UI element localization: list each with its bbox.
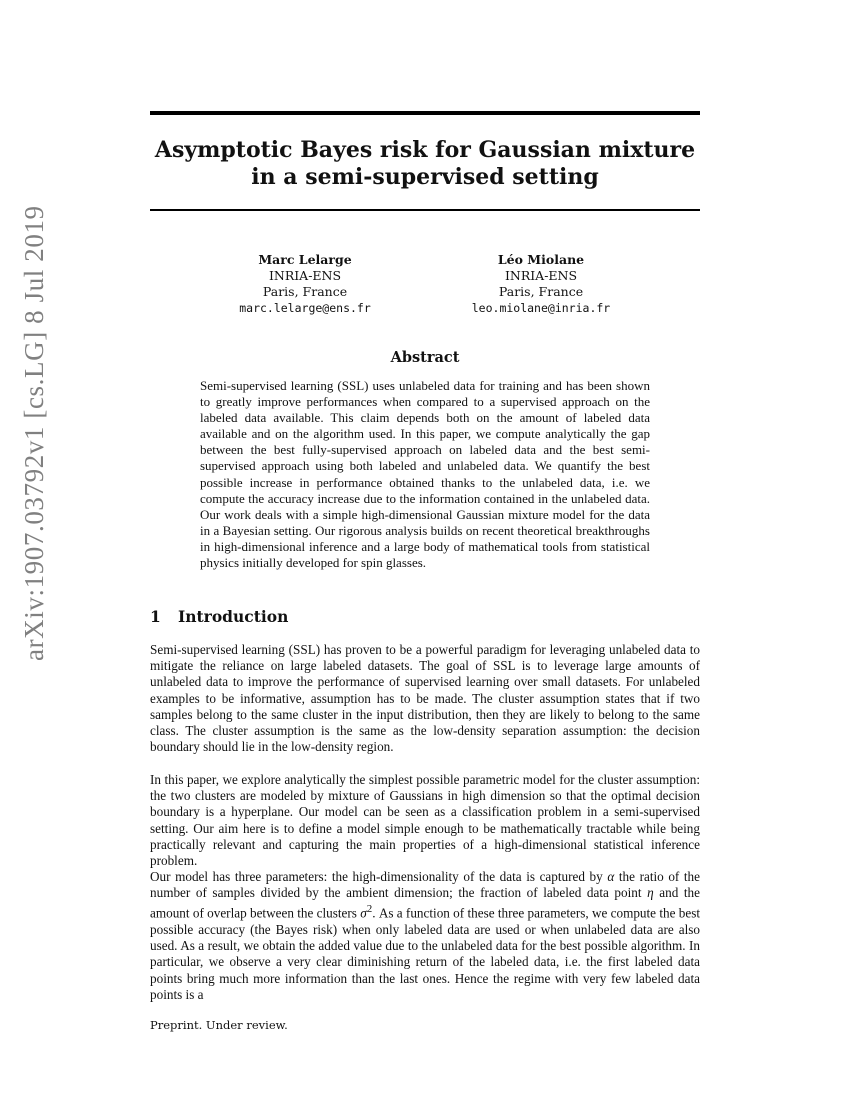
paragraph-text: and the amount of overlap between the clusters bbox=[150, 885, 700, 921]
paper-title: Asymptotic Bayes risk for Gaussian mixture in a semi-supervised setting bbox=[154, 137, 696, 190]
sigma-exponent: 2 bbox=[366, 903, 373, 916]
preprint-note: Preprint. Under review. bbox=[150, 1018, 288, 1032]
author-block-1 bbox=[195, 252, 415, 316]
alpha-symbol: α bbox=[607, 869, 615, 884]
author-affiliation: INRIA-ENS bbox=[268, 268, 342, 283]
intro-paragraph-2: In this paper, we explore analytically the simplest possible parametric model for the cluster assumption: the two clusters are modeled by mixture of Gaussians in high dimension so that the optimal decision boundary is a hyperplane. Our model can be seen as a classification problem in a semi-supervised setting. Our aim here is to define a model simple enough to be mathematically tractable while being practically relevant and capturing the main properties of a high-dimensional statistical inference problem. bbox=[150, 772, 700, 869]
paragraph-text: . As a function of these three parameters, we compute the best possible accuracy (the Bayes risk) when only labeled data are used or when unlabeled data are also used. As a result, we obtain the added value due to the unlabeled data for the best possible algorithm. In particular, we observe a very clear diminishing return of the labeled data, i.e. the first labeled data points bring much more information than the last ones. Hence the regime with very few labeled data points is a bbox=[150, 905, 700, 1002]
author-location: Paris, France bbox=[262, 284, 348, 299]
author-email: leo.miolane@inria.fr bbox=[471, 301, 611, 315]
paragraph-text: the ratio of the number of samples divided by the ambient dimension; the fraction of labeled data point bbox=[150, 869, 701, 901]
section-heading bbox=[150, 607, 288, 626]
author-block-2 bbox=[431, 252, 651, 316]
eta-symbol: η bbox=[647, 885, 654, 901]
section-title: Introduction bbox=[178, 607, 289, 626]
intro-paragraph-3 bbox=[150, 869, 700, 1003]
abstract-text: Semi-supervised learning (SSL) uses unlabeled data for training and has been shown to greatly improve performances when compared to a supervised approach on the labeled data available. This claim depends both on the amount of labeled data available and on the algorithm used. In this paper, we compute analytically the gap between the best fully-supervised approach on labeled data and the best semi-supervised approach using both labeled and unlabeled data. We quantify the best possible increase in performance obtained thanks to the unlabeled data, i.e. we compute the accuracy increase due to the information contained in the unlabeled data. Our work deals with a simple high-dimensional Gaussian mixture model for the data in a Bayesian setting. Our rigorous analysis builds on recent theoretical breakthroughs in high-dimensional inference and a large body of mathematical tools from statistical physics initially developed for spin glasses. bbox=[200, 378, 650, 571]
abstract-heading: Abstract bbox=[390, 349, 460, 366]
author-location: Paris, France bbox=[498, 284, 584, 299]
sigma-symbol: σ bbox=[360, 905, 367, 921]
author-name: Léo Miolane bbox=[497, 252, 585, 267]
author-name: Marc Lelarge bbox=[258, 252, 352, 267]
section-number: 1 bbox=[150, 607, 161, 626]
intro-paragraph-1: Semi-supervised learning (SSL) has proven to be a powerful paradigm for leveraging unlabeled data to mitigate the reliance on large labeled datasets. The goal of SSL is to leverage large amounts of unlabeled data to improve the performance of supervised learning over small datasets. For unlabeled examples to be informative, assumption has to be made. The cluster assumption states that if two samples belong to the same cluster in the input distribution, then they are likely to belong to the same class. The cluster assumption is the same as the low-density separation assumption: the decision boundary should lie in the low-density region. bbox=[150, 642, 700, 755]
author-email: marc.lelarge@ens.fr bbox=[239, 301, 371, 315]
paragraph-text: Our model has three parameters: the high-dimensionality of the data is captured by bbox=[150, 869, 608, 884]
arxiv-identifier: arXiv:1907.03792v1 [cs.LG] 8 Jul 2019 bbox=[19, 205, 49, 661]
title-bottom-rule bbox=[150, 209, 700, 211]
author-affiliation: INRIA-ENS bbox=[504, 268, 578, 283]
title-top-rule bbox=[150, 111, 700, 115]
